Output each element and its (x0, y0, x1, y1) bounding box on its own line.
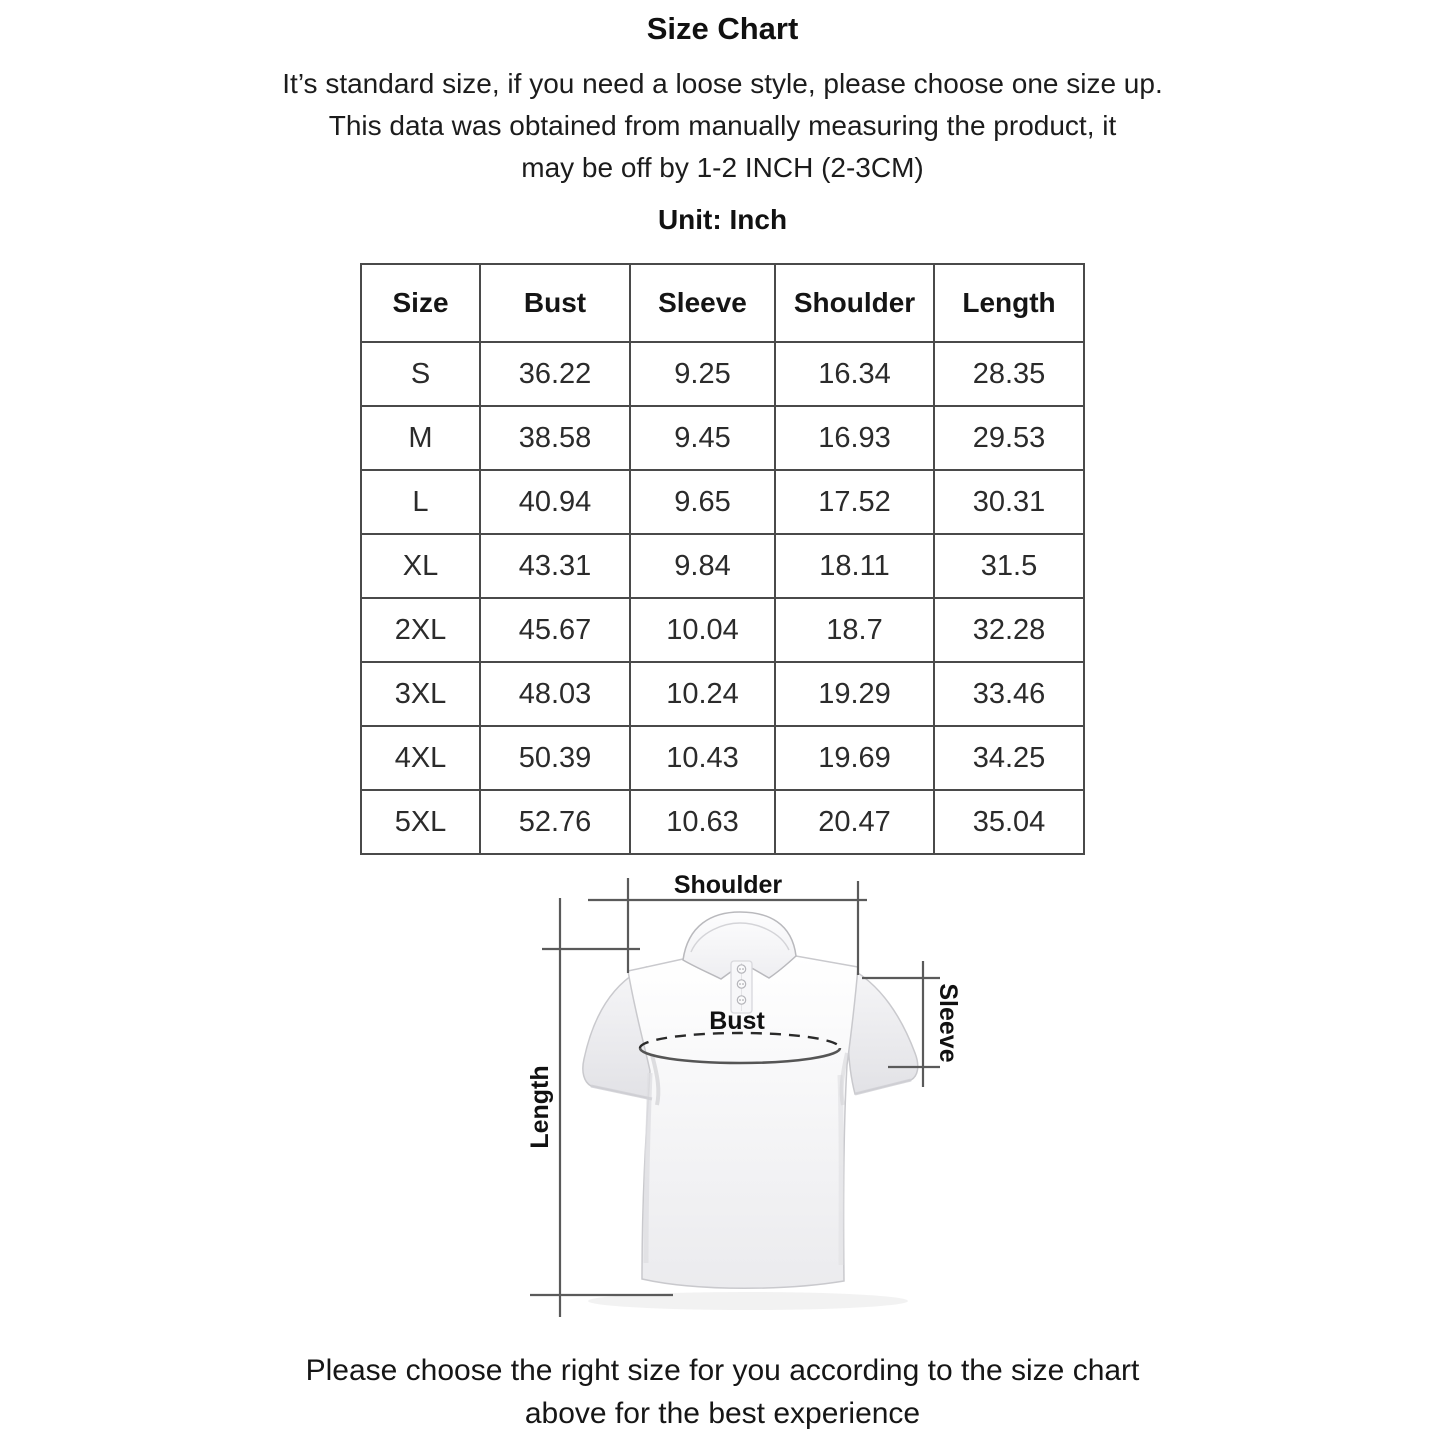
footer-note (0, 1349, 1445, 1435)
table-cell: S (361, 342, 480, 406)
table-cell: 34.25 (934, 726, 1084, 790)
length-dimension-label: Length (526, 1065, 554, 1149)
table-row-2xl (361, 598, 1084, 662)
table-cell: 31.5 (934, 534, 1084, 598)
table-cell: 9.84 (630, 534, 775, 598)
footer-line-1: Please choose the right size for you according to the size chart (305, 1354, 1140, 1387)
table-cell: 40.94 (480, 470, 630, 534)
table-cell: 30.31 (934, 470, 1084, 534)
table-cell: 5XL (361, 790, 480, 854)
footer-line-2: above for the best experience (524, 1397, 921, 1430)
table-cell: 17.52 (775, 470, 934, 534)
table-header-length: Length (934, 264, 1084, 342)
table-cell: 38.58 (480, 406, 630, 470)
polo-shirt-image (583, 912, 918, 1310)
table-cell: L (361, 470, 480, 534)
intro-text (0, 63, 1445, 189)
table-cell: 18.11 (775, 534, 934, 598)
table-cell: 33.46 (934, 662, 1084, 726)
intro-line-1: It’s standard size, if you need a loose style, please choose one size up. (282, 68, 1163, 99)
table-cell: 4XL (361, 726, 480, 790)
table-row-5xl (361, 790, 1084, 854)
table-cell: 3XL (361, 662, 480, 726)
table-cell: 52.76 (480, 790, 630, 854)
table-cell: 36.22 (480, 342, 630, 406)
table-header-sleeve: Sleeve (630, 264, 775, 342)
sleeve-dimension-label: Sleeve (934, 983, 962, 1063)
table-header-bust: Bust (480, 264, 630, 342)
measurement-diagram (500, 855, 1020, 1325)
table-header-size: Size (361, 264, 480, 342)
table-cell: 28.35 (934, 342, 1084, 406)
table-cell: 9.65 (630, 470, 775, 534)
table-cell: 10.43 (630, 726, 775, 790)
table-cell: 45.67 (480, 598, 630, 662)
shoulder-dimension-label: Shoulder (673, 871, 783, 899)
table-cell: 19.29 (775, 662, 934, 726)
table-cell: 18.7 (775, 598, 934, 662)
table-cell: 16.93 (775, 406, 934, 470)
table-row-3xl (361, 662, 1084, 726)
table-cell: 2XL (361, 598, 480, 662)
intro-line-2: This data was obtained from manually measuring the product, it (328, 110, 1117, 141)
intro-line-3: may be off by 1-2 INCH (2-3CM) (521, 152, 924, 183)
table-cell: M (361, 406, 480, 470)
unit-label: Unit: Inch (657, 204, 788, 235)
table-cell: 19.69 (775, 726, 934, 790)
table-cell: 9.25 (630, 342, 775, 406)
table-cell: 9.45 (630, 406, 775, 470)
table-cell: 29.53 (934, 406, 1084, 470)
table-header-row (361, 264, 1084, 342)
table-cell: 10.04 (630, 598, 775, 662)
bust-dimension-label: Bust (709, 1007, 765, 1035)
table-cell: 10.63 (630, 790, 775, 854)
size-table (360, 263, 1085, 855)
table-cell: 16.34 (775, 342, 934, 406)
table-row-s (361, 342, 1084, 406)
table-cell: 20.47 (775, 790, 934, 854)
table-cell: XL (361, 534, 480, 598)
table-cell: 32.28 (934, 598, 1084, 662)
table-cell: 35.04 (934, 790, 1084, 854)
placket-buttons (737, 965, 745, 1004)
page-title: Size Chart (646, 11, 799, 46)
table-row-4xl (361, 726, 1084, 790)
table-row-m (361, 406, 1084, 470)
table-row-xl (361, 534, 1084, 598)
table-cell: 10.24 (630, 662, 775, 726)
table-cell: 50.39 (480, 726, 630, 790)
table-row-l (361, 470, 1084, 534)
table-header-shoulder: Shoulder (775, 264, 934, 342)
table-cell: 43.31 (480, 534, 630, 598)
table-cell: 48.03 (480, 662, 630, 726)
